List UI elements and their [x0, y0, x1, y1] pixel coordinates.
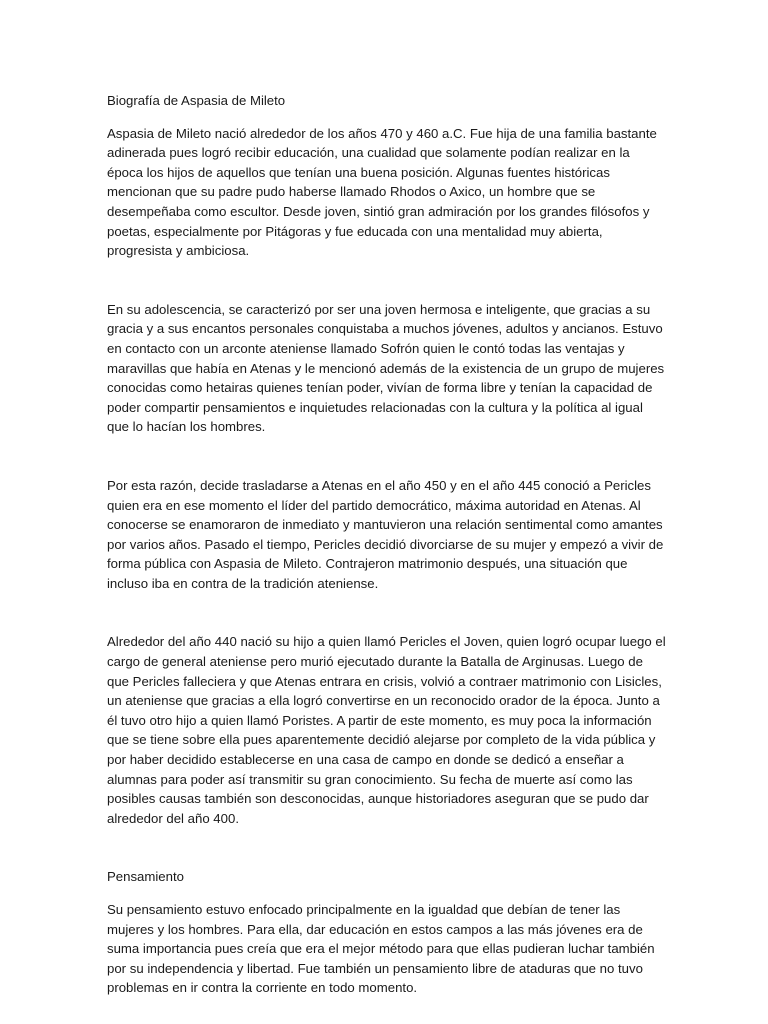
paragraph-origins: Aspasia de Mileto nació alrededor de los años 470 y 460 a.C. Fue hija de una familia bastante adinerada pues logró recibir educación, una cualidad que solamente podían realizar en la época los hijos de aquellos que tenían una buena posición. Algunas fuentes históricas mencionan que su padre pudo haberse llamado Rhodos o Axico, un hombre que se desempeñaba como escultor. Desde joven, sintió gran admiración por los grandes filósofos y poetas, especialmente por Pitágoras y fue educada con una mentalidad muy abierta, progresista y ambiciosa. [107, 125, 657, 259]
document-body [107, 91, 667, 998]
document-title: Biografía de Aspasia de Mileto [107, 93, 286, 108]
section-heading-pensamiento: Pensamiento [107, 869, 184, 885]
paragraph-spacer [107, 261, 667, 300]
paragraph-spacer [107, 593, 667, 632]
paragraph-later-life: Alrededor del año 440 nació su hijo a quien llamó Pericles el Joven, quien logró ocupar luego el cargo de general ateniense pero murió ejecutado durante la Batalla de Arginusas. Luego de que Pericles falleciera y que Atenas entrara en crisis, volvió a contraer matrimonio con Lisicles, un ateniense que gracias a ella logró convertirse en un reconocido orador de la época. Junto a él tuvo otro hijo a quien llamó Poristes. A partir de este momento, es muy poca la información que se tiene sobre ella pues aparentemente decidió alejarse por completo de la vida pública y por haber decidido establecerse en una casa de campo en donde se dedicó a enseñar a alumnas para poder así transmitir su gran conocimiento. Su fecha de muerte así como las posibles causas también son desconocidas, aunque historiadores aseguran que se pudo dar alrededor del año 400. [107, 634, 666, 826]
paragraph-spacer [107, 828, 667, 867]
paragraph-pericles: Por esta razón, decide trasladarse a Atenas en el año 450 y en el año 445 conoció a Pericles quien era en ese momento el líder del partido democrático, máxima autoridad en Atenas. Al conocerse se enamoraron de inmediato y mantuvieron una relación sentimental como amantes por varios años. Pasado el tiempo, Pericles decidió divorciarse de su mujer y empezó a vivir de forma pública con Aspasia de Mileto. Contrajeron matrimonio después, una situación que incluso iba en contra de la tradición ateniense. [107, 477, 664, 591]
paragraph-adolescence: En su adolescencia, se caracterizó por ser una joven hermosa e inteligente, que gracias a su gracia y a sus encantos personales conquistaba a muchos jóvenes, adultos y ancianos. Estuvo en contacto con un arconte ateniense llamado Sofrón quien le contó todas las ventajas y maravillas que había en Atenas y le mencionó además de la existencia de un grupo de mujeres conocidas como hetairas quienes tenían poder, vivían de forma libre y tenían la capacidad de poder compartir pensamientos e inquietudes relacionadas con la cultura y la política al igual que lo hacían los hombres. [107, 301, 665, 435]
paragraph-pensamiento: Su pensamiento estuvo enfocado principalmente en la igualdad que debían de tener las mujeres y los hombres. Para ella, dar educación en estos campos a las más jóvenes era de suma importancia pues creía que era el mejor método para que ellas pudieran luchar también por su independencia y libertad. Fue también un pensamiento libre de ataduras que no tuvo problemas en ir contra la corriente en todo momento. [107, 902, 655, 996]
paragraph-spacer [107, 437, 667, 476]
